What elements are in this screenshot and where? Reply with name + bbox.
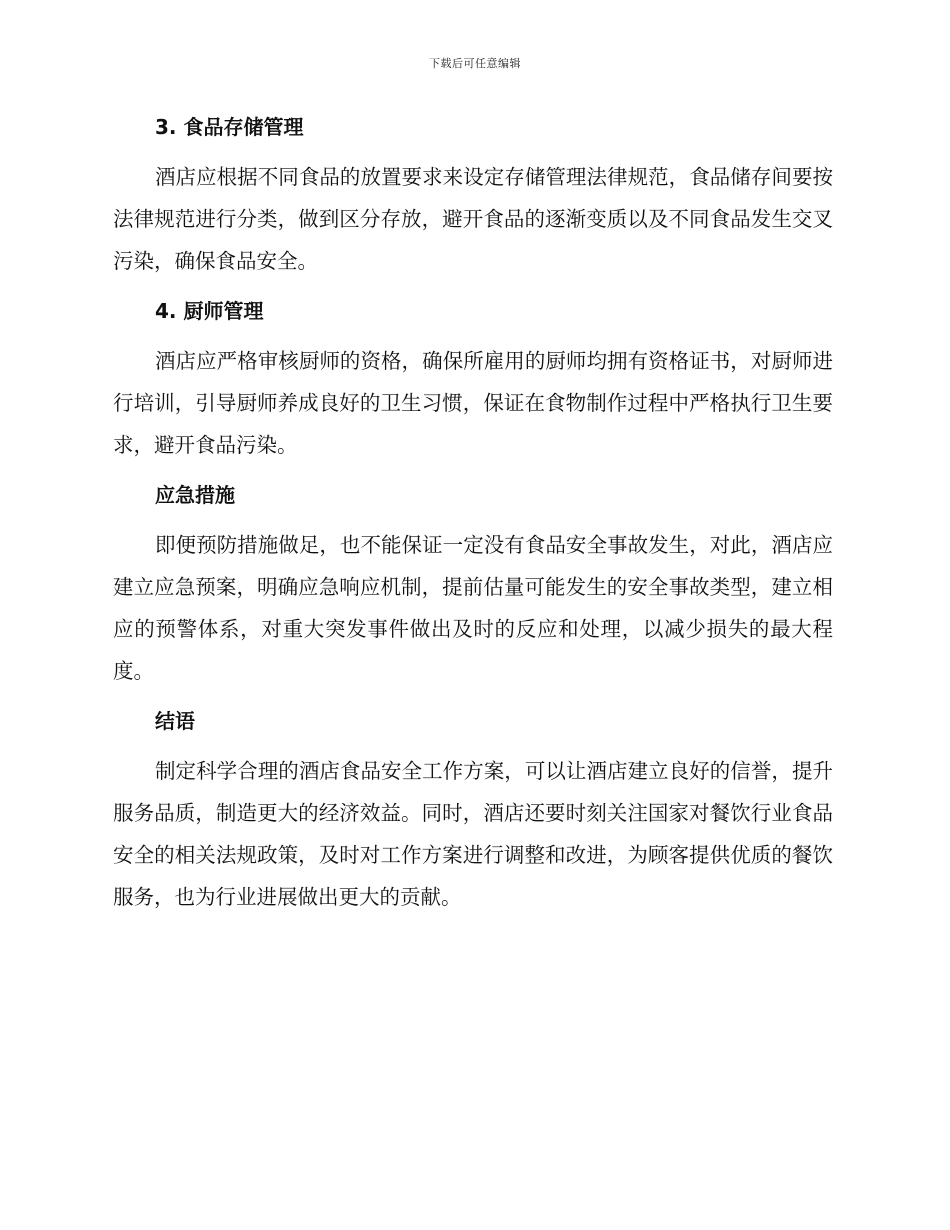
section-paragraph-food-storage: 酒店应根据不同食品的放置要求来设定存储管理法律规范，食品储存间要按法律规范进行分类，做到区分存放，避开食品的逐渐变质以及不同食品发生交叉污染，确保食品安全。 xyxy=(113,165,833,273)
document-body xyxy=(113,108,833,928)
section-heading-food-storage: 3. 食品存储管理 xyxy=(155,115,304,139)
section-paragraph-emergency-measures: 即便预防措施做足，也不能保证一定没有食品安全事故发生，对此，酒店应建立应急预案，明确应急响应机制，提前估量可能发生的安全事故类型，建立相应的预警体系，对重大突发事件做出及时的反应和处理，以减少损失的最大程度。 xyxy=(113,533,833,683)
section-paragraph-chef-management: 酒店应严格审核厨师的资格，确保所雇用的厨师均拥有资格证书，对厨师进行培训，引导厨师养成良好的卫生习惯，保证在食物制作过程中严格执行卫生要求，避开食品污染。 xyxy=(113,349,833,457)
section-paragraph-conclusion: 制定科学合理的酒店食品安全工作方案，可以让酒店建立良好的信誉，提升服务品质，制造更大的经济效益。同时，酒店还要时刻关注国家对餐饮行业食品安全的相关法规政策，及时对工作方案进行调整和改进，为顾客提供优质的餐饮服务，也为行业进展做出更大的贡献。 xyxy=(113,759,833,909)
section-heading-conclusion: 结语 xyxy=(155,709,195,733)
section-heading-emergency-measures: 应急措施 xyxy=(155,483,235,507)
section-heading-chef-management: 4. 厨师管理 xyxy=(155,299,264,323)
header-note: 下载后可任意编辑 xyxy=(429,57,521,70)
